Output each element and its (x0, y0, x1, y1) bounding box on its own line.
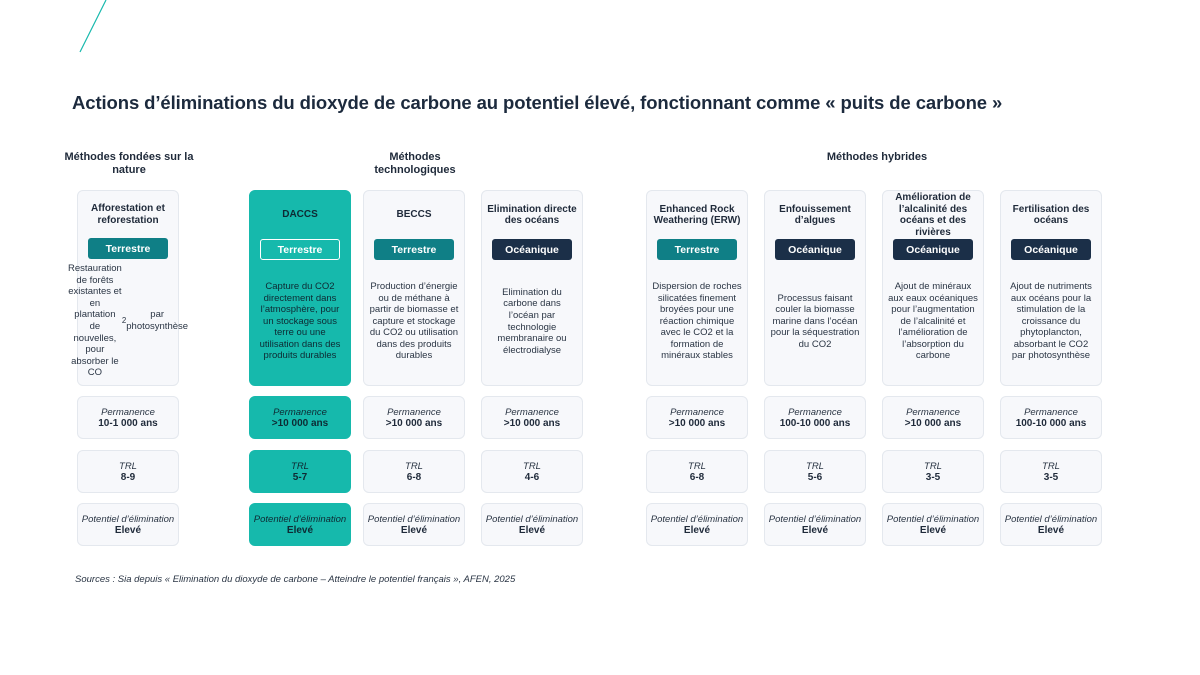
trl-card (646, 450, 748, 493)
potentiel-card (481, 503, 583, 546)
page-title: Actions d’éliminations du dioxyde de carbone au potentiel élevé, fonctionnant comme « puits de carbone » (72, 92, 1003, 113)
trl-label: TRL (405, 460, 423, 472)
method-name: BECCS (396, 209, 432, 221)
trl-card (481, 450, 583, 493)
permanence-value: >10 000 ans (904, 417, 962, 429)
method-name: Enhanced Rock Weathering (ERW) (653, 203, 741, 226)
method-card (481, 190, 583, 386)
group-heading-hybrides: Méthodes hybrides (826, 151, 928, 163)
trl-label: TRL (806, 460, 824, 472)
environment-badge: Océanique (492, 239, 572, 260)
potentiel-value: Elevé (683, 524, 711, 536)
permanence-value: >10 000 ans (385, 417, 443, 429)
trl-label: TRL (688, 460, 706, 472)
environment-badge: Océanique (775, 239, 855, 260)
potentiel-value: Elevé (114, 524, 142, 536)
permanence-value: 100-10 000 ans (779, 417, 851, 429)
potentiel-value: Elevé (286, 524, 314, 536)
trl-card (363, 450, 465, 493)
environment-badge: Océanique (893, 239, 973, 260)
permanence-card (646, 396, 748, 439)
method-description: Dispersion de roches silicatées finement broyées pour une réaction chimique avec le CO2 et la formation de minéraux stables (652, 280, 742, 362)
environment-badge: Terrestre (657, 239, 737, 260)
method-description: Production d’énergie ou de méthane à partir de biomasse et capture et stockage du CO2 ou utilisation dans des produits durables (369, 280, 459, 362)
method-description: Capture du CO2 directement dans l’atmosphère, pour un stockage sous terre ou une utilisation dans des produits durables (259, 280, 341, 362)
potentiel-card (77, 503, 179, 546)
potentiel-label: Potentiel d’élimination (253, 513, 347, 525)
permanence-card (249, 396, 351, 439)
method-description: Elimination du carbone dans l’océan par technologie membranaire ou électrodialyse (497, 286, 567, 356)
potentiel-value: Elevé (919, 524, 947, 536)
trl-value: 3-5 (925, 471, 941, 483)
method-card (363, 190, 465, 386)
trl-card (1000, 450, 1102, 493)
trl-label: TRL (291, 460, 309, 472)
permanence-label: Permanence (1024, 406, 1078, 418)
method-description: Ajout de minéraux aux eaux océaniques pour l’augmentation de l’alcalinité et l’amélioration de l’absorption du carbone (888, 280, 978, 362)
trl-value: 5-6 (807, 471, 823, 483)
potentiel-card (363, 503, 465, 546)
permanence-card (481, 396, 583, 439)
permanence-card (764, 396, 866, 439)
potentiel-label: Potentiel d’élimination (650, 513, 744, 525)
environment-badge: Terrestre (374, 239, 454, 260)
potentiel-label: Potentiel d’élimination (768, 513, 862, 525)
environment-badge: Terrestre (88, 238, 168, 259)
trl-label: TRL (523, 460, 541, 472)
potentiel-card (764, 503, 866, 546)
permanence-value: 100-10 000 ans (1015, 417, 1087, 429)
trl-value: 6-8 (406, 471, 422, 483)
permanence-label: Permanence (788, 406, 842, 418)
potentiel-card (646, 503, 748, 546)
decorative-line (74, 0, 114, 56)
trl-value: 3-5 (1043, 471, 1059, 483)
potentiel-card (1000, 503, 1102, 546)
trl-value: 8-9 (120, 471, 136, 483)
permanence-card (1000, 396, 1102, 439)
permanence-value: >10 000 ans (668, 417, 726, 429)
potentiel-value: Elevé (400, 524, 428, 536)
method-name: DACCS (282, 209, 318, 221)
method-card (882, 190, 984, 386)
method-name: Afforestation et reforestation (91, 203, 165, 226)
permanence-card (363, 396, 465, 439)
potentiel-value: Elevé (518, 524, 546, 536)
environment-badge: Terrestre (260, 239, 340, 260)
method-card (646, 190, 748, 386)
method-description: Processus faisant couler la biomasse marine dans l’océan pour la séquestration du CO2 (770, 292, 860, 350)
permanence-label: Permanence (505, 406, 559, 418)
source-note: Sources : Sia depuis « Elimination du dioxyde de carbone – Atteindre le potentiel français », AFEN, 2025 (75, 574, 516, 585)
permanence-label: Permanence (101, 406, 155, 418)
permanence-label: Permanence (906, 406, 960, 418)
potentiel-label: Potentiel d’élimination (367, 513, 461, 525)
permanence-value: >10 000 ans (271, 417, 329, 429)
trl-label: TRL (1042, 460, 1060, 472)
trl-value: 4-6 (524, 471, 540, 483)
trl-card (764, 450, 866, 493)
permanence-label: Permanence (670, 406, 724, 418)
method-name: Amélioration de l’alcalinité des océans et des rivières (895, 192, 971, 238)
group-heading-nature: Méthodes fondées sur la nature (64, 151, 194, 176)
permanence-value: >10 000 ans (503, 417, 561, 429)
method-name: Fertilisation des océans (1012, 203, 1090, 226)
method-card (67, 190, 189, 386)
permanence-value: 10-1 000 ans (98, 417, 158, 429)
potentiel-label: Potentiel d’élimination (1004, 513, 1098, 525)
trl-value: 5-7 (292, 471, 308, 483)
method-description: Ajout de nutriments aux océans pour la stimulation de la croissance du phytoplancton, absorbant le CO2 par photosynthèse (1010, 280, 1092, 362)
potentiel-label: Potentiel d’élimination (81, 513, 175, 525)
permanence-card (77, 396, 179, 439)
permanence-label: Permanence (273, 406, 327, 418)
method-card (249, 190, 351, 386)
permanence-card (882, 396, 984, 439)
potentiel-label: Potentiel d’élimination (886, 513, 980, 525)
method-card (764, 190, 866, 386)
environment-badge: Océanique (1011, 239, 1091, 260)
trl-label: TRL (924, 460, 942, 472)
trl-value: 6-8 (689, 471, 705, 483)
potentiel-card (249, 503, 351, 546)
permanence-label: Permanence (387, 406, 441, 418)
potentiel-value: Elevé (801, 524, 829, 536)
trl-card (77, 450, 179, 493)
trl-label: TRL (119, 460, 137, 472)
trl-card (249, 450, 351, 493)
potentiel-value: Elevé (1037, 524, 1065, 536)
method-card (1000, 190, 1102, 386)
potentiel-card (882, 503, 984, 546)
method-name: Elimination directe des océans (487, 203, 577, 226)
potentiel-label: Potentiel d’élimination (485, 513, 579, 525)
method-description: Restauration de forêts existantes et en plantation de nouvelles, pour absorber le CO 2 par photosynthèse (67, 263, 189, 379)
group-heading-technologiques: Méthodes technologiques (374, 151, 456, 176)
trl-card (882, 450, 984, 493)
method-name: Enfouissement d’algues (779, 203, 851, 226)
